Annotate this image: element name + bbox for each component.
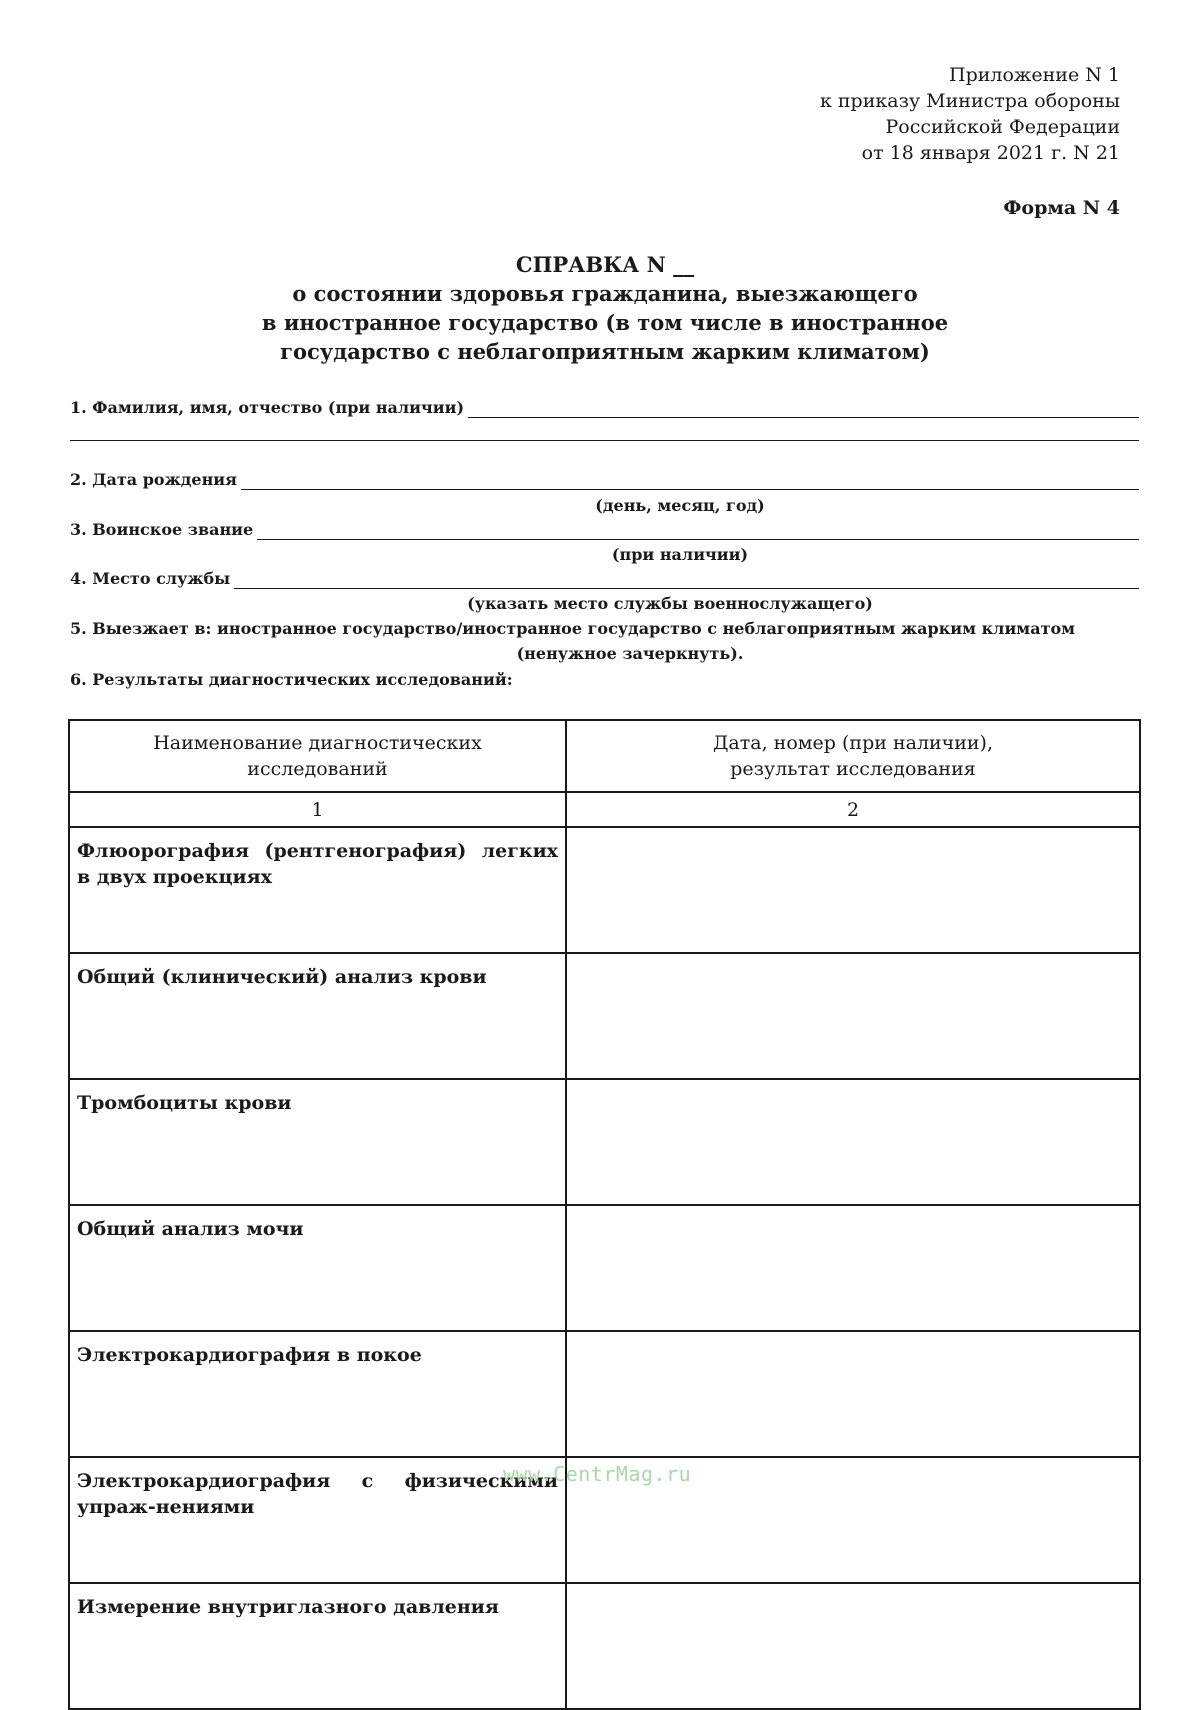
document-title — [140, 250, 1070, 366]
title-line: о состоянии здоровья гражданина, выезжающего — [292, 281, 918, 306]
service-place-field[interactable] — [70, 569, 1139, 589]
service-place-hint: (указать место службы военнослужащего) — [467, 594, 873, 613]
results-table — [68, 719, 1141, 1710]
appendix-line: Российской Федерации — [885, 116, 1120, 138]
rank-input-line[interactable] — [257, 525, 1139, 540]
appendix-reference — [600, 62, 1120, 166]
full-name-continuation-line[interactable] — [70, 440, 1139, 441]
column-number: 1 — [69, 792, 566, 827]
title-line: в иностранное государство (в том числе в иностранное — [261, 310, 949, 335]
birth-date-input-line[interactable] — [241, 475, 1139, 490]
exam-name: Тромбоциты крови — [69, 1079, 566, 1205]
results-heading: 6. Результаты диагностических исследований: — [70, 670, 513, 689]
service-place-input-line[interactable] — [234, 574, 1139, 589]
birth-date-label: 2. Дата рождения — [70, 470, 237, 489]
full-name-label: 1. Фамилия, имя, отчество (при наличии) — [70, 398, 465, 417]
destination-text: 5. Выезжает в: иностранное государство/иностранное государство с неблагоприятным жарким климатом — [70, 619, 1076, 638]
title-line: СПРАВКА N __ — [515, 252, 695, 277]
header-text: результат исследования — [730, 758, 976, 780]
birth-date-hint: (день, месяц, год) — [595, 496, 765, 515]
header-text: исследований — [247, 758, 388, 780]
table-row — [69, 827, 1140, 953]
rank-label: 3. Воинское звание — [70, 520, 254, 539]
exam-name: Флюорография (рентгенография) легких в двух проекциях — [69, 827, 566, 953]
header-text: Дата, номер (при наличии), — [712, 732, 994, 754]
table-row — [69, 1331, 1140, 1457]
table-row — [69, 1079, 1140, 1205]
table-row — [69, 1205, 1140, 1331]
header-text: Наименование диагностических — [153, 732, 482, 754]
appendix-line: к приказу Министра обороны — [819, 90, 1120, 112]
watermark: www.CentrMag.ru — [503, 1462, 692, 1486]
column-number-row — [69, 792, 1140, 827]
table-row — [69, 1583, 1140, 1709]
exam-result-cell[interactable] — [566, 953, 1140, 1079]
exam-name: Общий анализ мочи — [69, 1205, 566, 1331]
exam-result-cell[interactable] — [566, 1331, 1140, 1457]
full-name-input-line[interactable] — [468, 403, 1139, 418]
exam-result-cell[interactable] — [566, 1583, 1140, 1709]
destination-hint: (ненужное зачеркнуть). — [516, 644, 744, 663]
full-name-field[interactable] — [70, 398, 1139, 418]
exam-result-cell[interactable] — [566, 1079, 1140, 1205]
column-number: 2 — [566, 792, 1140, 827]
exam-name: Электрокардиография в покое — [69, 1331, 566, 1457]
exam-name: Электрокардиография с физическими упраж-нениями — [69, 1457, 566, 1583]
form-number: Форма N 4 — [1003, 197, 1120, 219]
exam-result-cell[interactable] — [566, 827, 1140, 953]
birth-date-field[interactable] — [70, 470, 1139, 490]
header-cell-result — [566, 720, 1140, 792]
title-line: государство с неблагоприятным жарким климатом) — [280, 339, 930, 364]
exam-name: Общий (клинический) анализ крови — [69, 953, 566, 1079]
header-cell-name — [69, 720, 566, 792]
exam-name: Измерение внутриглазного давления — [69, 1583, 566, 1709]
appendix-line: Приложение N 1 — [949, 64, 1120, 86]
appendix-line: от 18 января 2021 г. N 21 — [861, 142, 1120, 164]
rank-field[interactable] — [70, 520, 1139, 540]
service-place-label: 4. Место службы — [70, 569, 231, 588]
table-header-row — [69, 720, 1140, 792]
table-row — [69, 953, 1140, 1079]
rank-hint: (при наличии) — [611, 545, 749, 564]
exam-result-cell[interactable] — [566, 1205, 1140, 1331]
